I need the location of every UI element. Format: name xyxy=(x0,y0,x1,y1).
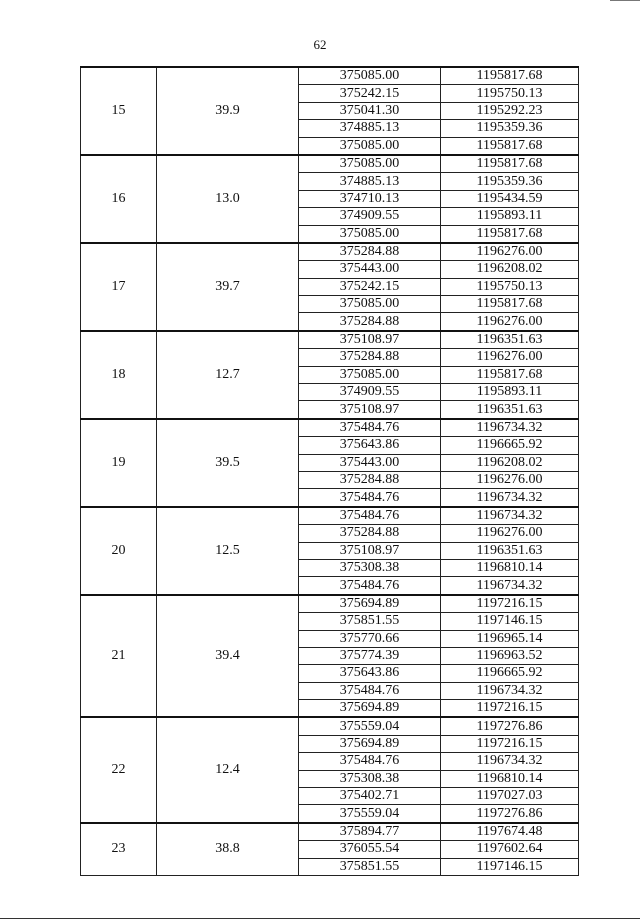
parcel-number-cell: 19 xyxy=(81,419,157,507)
y-coordinate-cell: 1195817.68 xyxy=(441,225,579,243)
table-row xyxy=(81,331,579,349)
x-coordinate-cell: 375694.89 xyxy=(299,735,441,752)
y-coordinate-cell: 1197276.86 xyxy=(441,805,579,823)
y-coordinate-cell: 1196208.02 xyxy=(441,261,579,278)
x-coordinate-cell: 375484.76 xyxy=(299,419,441,437)
y-coordinate-cell: 1197146.15 xyxy=(441,613,579,630)
page-number: 62 xyxy=(313,37,327,52)
x-coordinate-cell: 375242.15 xyxy=(299,85,441,102)
x-coordinate-cell: 375041.30 xyxy=(299,102,441,119)
parcel-area-cell: 38.8 xyxy=(157,823,299,876)
x-coordinate-cell: 375484.76 xyxy=(299,507,441,525)
parcel-number-cell: 20 xyxy=(81,507,157,595)
y-coordinate-cell: 1197602.64 xyxy=(441,841,579,858)
parcel-area-cell: 12.5 xyxy=(157,507,299,595)
x-coordinate-cell: 375242.15 xyxy=(299,278,441,295)
y-coordinate-cell: 1195817.68 xyxy=(441,137,579,155)
x-coordinate-cell: 375559.04 xyxy=(299,805,441,823)
parcel-area-cell: 39.9 xyxy=(157,67,299,155)
x-coordinate-cell: 375402.71 xyxy=(299,788,441,805)
table-row xyxy=(81,67,579,85)
parcel-area-cell: 13.0 xyxy=(157,155,299,243)
y-coordinate-cell: 1196965.14 xyxy=(441,630,579,647)
table-row xyxy=(81,717,579,735)
x-coordinate-cell: 374909.55 xyxy=(299,384,441,401)
x-coordinate-cell: 375108.97 xyxy=(299,542,441,559)
parcel-area-cell: 39.5 xyxy=(157,419,299,507)
y-coordinate-cell: 1195817.68 xyxy=(441,296,579,313)
x-coordinate-cell: 374710.13 xyxy=(299,190,441,207)
y-coordinate-cell: 1196665.92 xyxy=(441,437,579,454)
x-coordinate-cell: 375284.88 xyxy=(299,349,441,366)
y-coordinate-cell: 1197276.86 xyxy=(441,717,579,735)
x-coordinate-cell: 375559.04 xyxy=(299,717,441,735)
y-coordinate-cell: 1195893.11 xyxy=(441,208,579,225)
x-coordinate-cell: 375851.55 xyxy=(299,858,441,875)
x-coordinate-cell: 375643.86 xyxy=(299,665,441,682)
y-coordinate-cell: 1196734.32 xyxy=(441,577,579,595)
y-coordinate-cell: 1196734.32 xyxy=(441,507,579,525)
x-coordinate-cell: 374885.13 xyxy=(299,120,441,137)
x-coordinate-cell: 375484.76 xyxy=(299,753,441,770)
y-coordinate-cell: 1195750.13 xyxy=(441,85,579,102)
y-coordinate-cell: 1195434.59 xyxy=(441,190,579,207)
y-coordinate-cell: 1195817.68 xyxy=(441,67,579,85)
y-coordinate-cell: 1195359.36 xyxy=(441,120,579,137)
y-coordinate-cell: 1195817.68 xyxy=(441,155,579,173)
y-coordinate-cell: 1196734.32 xyxy=(441,489,579,507)
x-coordinate-cell: 375085.00 xyxy=(299,137,441,155)
table-row xyxy=(81,823,579,841)
y-coordinate-cell: 1195817.68 xyxy=(441,366,579,383)
table-row xyxy=(81,243,579,261)
x-coordinate-cell: 375085.00 xyxy=(299,366,441,383)
y-coordinate-cell: 1195359.36 xyxy=(441,173,579,190)
page-bottom-edge xyxy=(0,918,640,919)
x-coordinate-cell: 375484.76 xyxy=(299,577,441,595)
parcel-area-cell: 12.4 xyxy=(157,717,299,822)
y-coordinate-cell: 1196351.63 xyxy=(441,542,579,559)
y-coordinate-cell: 1197027.03 xyxy=(441,788,579,805)
y-coordinate-cell: 1196665.92 xyxy=(441,665,579,682)
parcel-area-cell: 12.7 xyxy=(157,331,299,419)
parcel-area-cell: 39.4 xyxy=(157,595,299,718)
x-coordinate-cell: 375108.97 xyxy=(299,331,441,349)
x-coordinate-cell: 375284.88 xyxy=(299,471,441,488)
y-coordinate-cell: 1197216.15 xyxy=(441,735,579,752)
table-row xyxy=(81,507,579,525)
y-coordinate-cell: 1196734.32 xyxy=(441,419,579,437)
y-coordinate-cell: 1196276.00 xyxy=(441,243,579,261)
x-coordinate-cell: 375284.88 xyxy=(299,525,441,542)
x-coordinate-cell: 375770.66 xyxy=(299,630,441,647)
x-coordinate-cell: 375484.76 xyxy=(299,489,441,507)
x-coordinate-cell: 375851.55 xyxy=(299,613,441,630)
x-coordinate-cell: 375694.89 xyxy=(299,595,441,613)
parcel-number-cell: 17 xyxy=(81,243,157,331)
y-coordinate-cell: 1196276.00 xyxy=(441,471,579,488)
x-coordinate-cell: 375108.97 xyxy=(299,401,441,419)
y-coordinate-cell: 1195750.13 xyxy=(441,278,579,295)
y-coordinate-cell: 1196276.00 xyxy=(441,349,579,366)
coordinate-table xyxy=(80,66,579,876)
x-coordinate-cell: 375085.00 xyxy=(299,296,441,313)
parcel-number-cell: 21 xyxy=(81,595,157,718)
x-coordinate-cell: 375894.77 xyxy=(299,823,441,841)
x-coordinate-cell: 375484.76 xyxy=(299,682,441,699)
parcel-number-cell: 15 xyxy=(81,67,157,155)
x-coordinate-cell: 376055.54 xyxy=(299,841,441,858)
y-coordinate-cell: 1196810.14 xyxy=(441,770,579,787)
y-coordinate-cell: 1196208.02 xyxy=(441,454,579,471)
y-coordinate-cell: 1197674.48 xyxy=(441,823,579,841)
page-edge-top xyxy=(610,0,640,1)
table-row xyxy=(81,595,579,613)
x-coordinate-cell: 375308.38 xyxy=(299,770,441,787)
x-coordinate-cell: 375774.39 xyxy=(299,647,441,664)
y-coordinate-cell: 1196810.14 xyxy=(441,559,579,576)
x-coordinate-cell: 375694.89 xyxy=(299,700,441,718)
parcel-number-cell: 22 xyxy=(81,717,157,822)
x-coordinate-cell: 375085.00 xyxy=(299,225,441,243)
x-coordinate-cell: 375085.00 xyxy=(299,67,441,85)
parcel-area-cell: 39.7 xyxy=(157,243,299,331)
y-coordinate-cell: 1197216.15 xyxy=(441,700,579,718)
x-coordinate-cell: 375284.88 xyxy=(299,313,441,331)
y-coordinate-cell: 1196734.32 xyxy=(441,682,579,699)
table-row xyxy=(81,155,579,173)
y-coordinate-cell: 1195292.23 xyxy=(441,102,579,119)
x-coordinate-cell: 375443.00 xyxy=(299,261,441,278)
x-coordinate-cell: 375284.88 xyxy=(299,243,441,261)
y-coordinate-cell: 1196351.63 xyxy=(441,401,579,419)
y-coordinate-cell: 1196276.00 xyxy=(441,313,579,331)
y-coordinate-cell: 1195893.11 xyxy=(441,384,579,401)
x-coordinate-cell: 375308.38 xyxy=(299,559,441,576)
x-coordinate-cell: 375085.00 xyxy=(299,155,441,173)
y-coordinate-cell: 1196276.00 xyxy=(441,525,579,542)
coordinate-table-body xyxy=(81,67,579,875)
x-coordinate-cell: 375443.00 xyxy=(299,454,441,471)
x-coordinate-cell: 374885.13 xyxy=(299,173,441,190)
y-coordinate-cell: 1196351.63 xyxy=(441,331,579,349)
x-coordinate-cell: 374909.55 xyxy=(299,208,441,225)
y-coordinate-cell: 1197146.15 xyxy=(441,858,579,875)
parcel-number-cell: 16 xyxy=(81,155,157,243)
parcel-number-cell: 23 xyxy=(81,823,157,876)
y-coordinate-cell: 1196734.32 xyxy=(441,753,579,770)
parcel-number-cell: 18 xyxy=(81,331,157,419)
y-coordinate-cell: 1196963.52 xyxy=(441,647,579,664)
x-coordinate-cell: 375643.86 xyxy=(299,437,441,454)
table-row xyxy=(81,419,579,437)
y-coordinate-cell: 1197216.15 xyxy=(441,595,579,613)
